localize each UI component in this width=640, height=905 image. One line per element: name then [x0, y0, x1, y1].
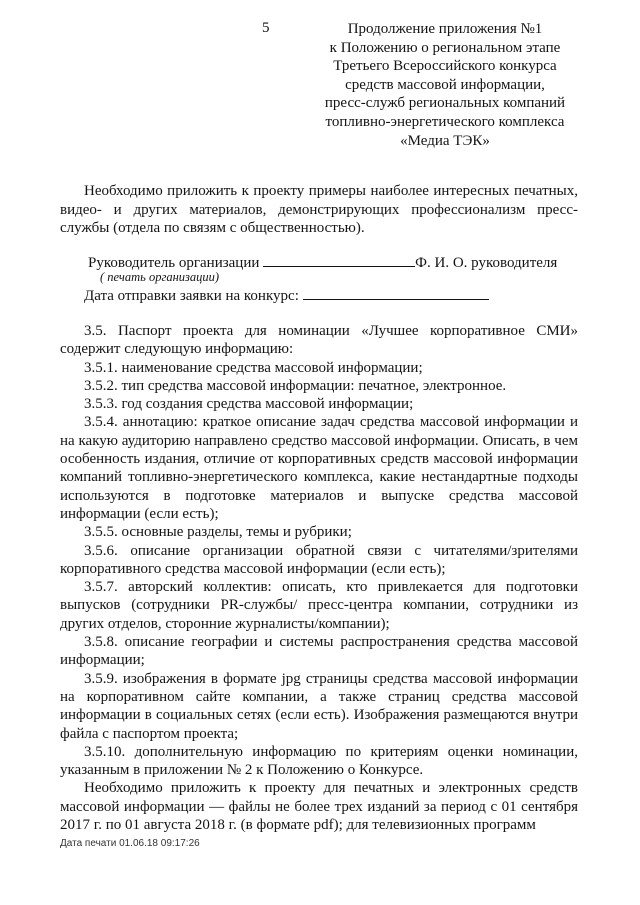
appendix-line: топливно-энергетического комплекса: [325, 113, 565, 130]
intro-block: [60, 182, 578, 238]
date-label: Дата отправки заявки на конкурс:: [84, 288, 299, 304]
date-signature-line: [84, 285, 489, 305]
date-blank: [303, 285, 489, 300]
intro-paragraph: Необходимо приложить к проекту примеры наиболее интересных печатных, видео- и других материалов, демонстрирующих профессионализм пресс-службы (отдела по связям с общественностью).: [60, 183, 578, 236]
section-intro: 3.5. Паспорт проекта для номинации «Лучшее корпоративное СМИ» содержит следующую информацию:: [60, 323, 578, 358]
head-name-label: Ф. И. О. руководителя: [415, 255, 558, 271]
section-item: 3.5.2. тип средства массовой информации: печатное, электронное.: [84, 377, 507, 394]
head-label: Руководитель организации: [88, 255, 260, 271]
section-item: 3.5.6. описание организации обратной связи с читателями/зрителями корпоративного средства массовой информации (если есть);: [60, 542, 578, 577]
section-item: 3.5.10. дополнительную информацию по критериям оценки номинации, указанным в приложении № 2 к Положению о Конкурсе.: [60, 743, 578, 779]
signature-blank: [263, 252, 415, 267]
section-item: 3.5.4. аннотацию: краткое описание задач средства массовой информации и на какую аудиторию направлено средство массовой информации. Описать, в чем особенность издания, отличие от корпоративных средств массовой информации компаний топливно-энергетического комплекса, какие нестандартные подходы используются в подготовке материалов и выпуске средства массовой информации (если есть);: [60, 414, 578, 522]
section-item: 3.5.3. год создания средства массовой информации;: [84, 396, 414, 413]
section-item: 3.5.8. описание географии и системы распространения средства массовой информации;: [60, 634, 578, 669]
appendix-line: Третьего Всероссийского конкурса: [333, 58, 557, 75]
appendix-line: к Положению о региональном этапе: [329, 39, 561, 56]
section-item: 3.5.9. изображения в формате jpg страницы средства массовой информации на корпоративном сайте компании, а также страниц средства массовой информации в социальных сетях (если есть). Изображения размещаются внутри файла с паспортом проекта;: [60, 670, 578, 742]
print-date: Дата печати 01.06.18 09:17:26: [60, 838, 200, 849]
appendix-heading: [300, 20, 590, 150]
section-3-5: [60, 322, 578, 834]
stamp-label: ( печать организации): [100, 270, 220, 284]
appendix-line: Продолжение приложения №1: [347, 21, 543, 37]
appendix-line: средств массовой информации,: [345, 76, 545, 93]
section-closing: Необходимо приложить к проекту для печатных и электронных средств массовой информации — файлы не более трех изданий за период с 01 сентября 2017 г. по 01 августа 2018 г. (в формате pdf); для телевизионных программ: [60, 780, 578, 834]
section-item: 3.5.1. наименование средства массовой информации;: [84, 359, 423, 376]
appendix-line: «Медиа ТЭК»: [400, 132, 490, 149]
head-signature-line: [88, 252, 557, 272]
page-number: 5: [262, 20, 270, 36]
section-item: 3.5.7. авторский коллектив: описать, кто привлекается для подготовки выпусков (сотрудники PR-службы/ пресс-центра компании, сотрудники из других отделов, сторонние журналисты/компании);: [60, 579, 578, 632]
section-item: 3.5.5. основные разделы, темы и рубрики;: [84, 524, 352, 541]
appendix-line: пресс-служб региональных компаний: [324, 95, 566, 112]
